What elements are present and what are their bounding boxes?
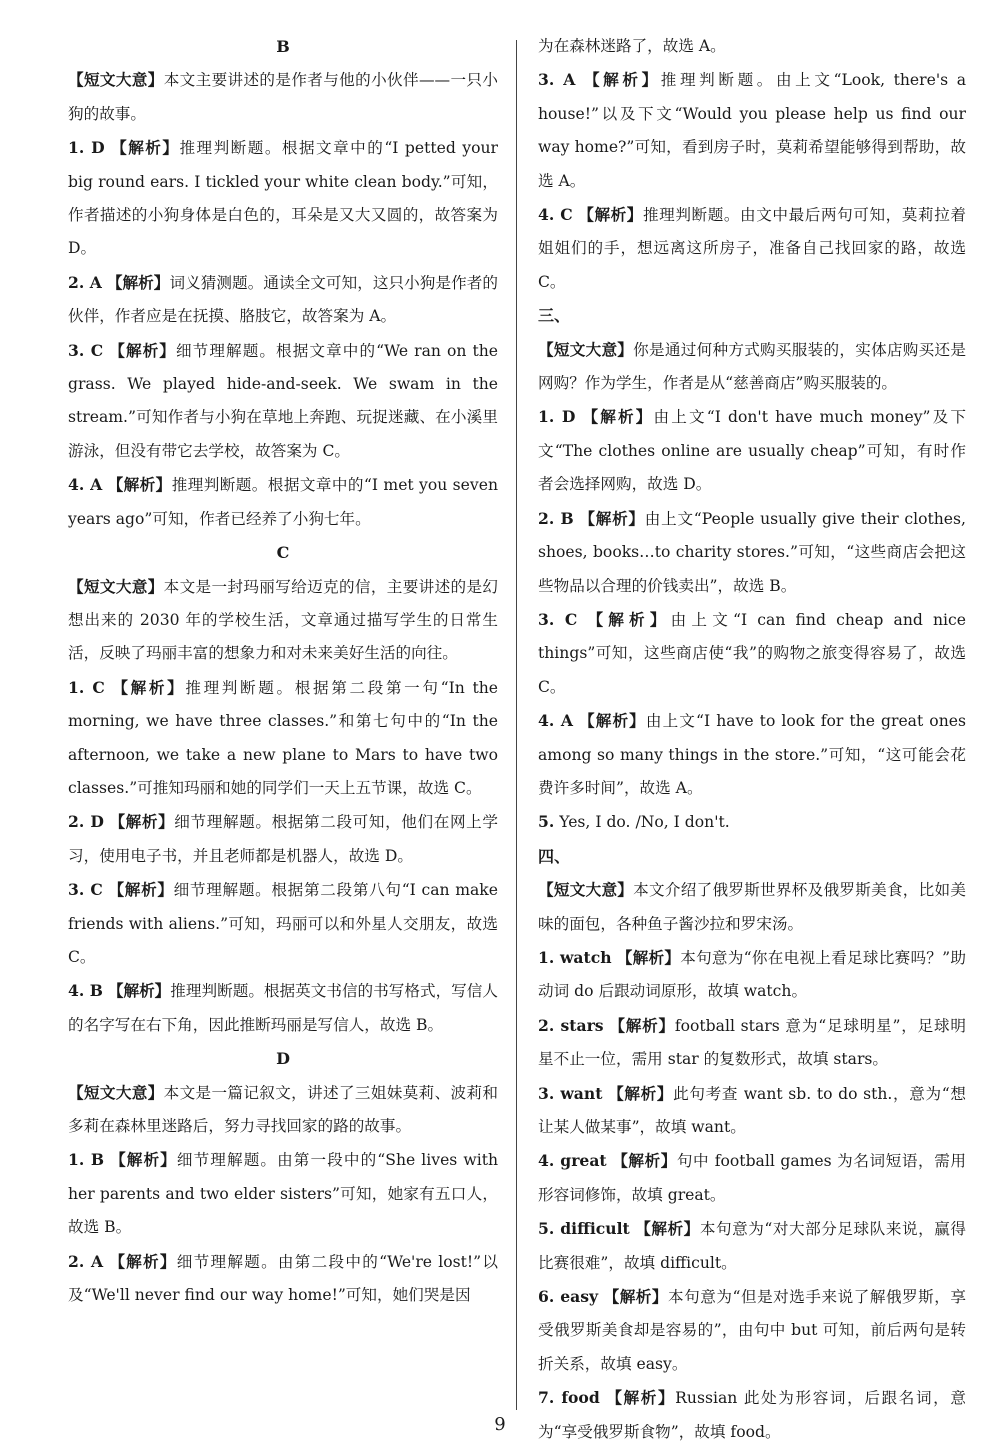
- summary-b: 【短文大意】本文主要讲述的是作者与他的小伙伴——一只小狗的故事。: [68, 70, 498, 123]
- right-column: [538, 30, 966, 1449]
- answer-item: 2. A 【解析】词义猜测题。通读全文可知，这只小狗是作者的伙伴，作者应是在抚摸、胳肢它，故答案为 A。: [68, 272, 498, 326]
- summary-3: 【短文大意】你是通过何种方式购买服装的，实体店购买还是网购？作为学生，作者是从“慈善商店”购买服装的。: [538, 339, 966, 393]
- section-heading-b: B: [276, 37, 290, 56]
- summary-c: 【短文大意】本文是一封玛丽写给迈克的信，主要讲述的是幻想出来的 2030 年的学校生活，文章通过描写学生的日常生活，反映了玛丽丰富的想象力和对未来美好生活的向往。: [68, 576, 498, 663]
- answer-item: 4. A 【解析】推理判断题。根据文章中的“I met you seven years ago”可知，作者已经养了小狗七年。: [68, 475, 498, 528]
- answer-item: 1. B 【解析】细节理解题。由第一段中的“She lives with her parents and two elder sisters”可知，她家有五口人，故选 B。: [68, 1150, 499, 1237]
- answer-item: 2. A 【解析】细节理解题。由第二段中的“We're lost!”以及“We'll never find our way home!”可知，她们哭是因: [68, 1251, 498, 1305]
- answer-item: 5. Yes, I do. /No, I don't.: [538, 812, 730, 832]
- answer-item: 2. stars 【解析】football stars 意为“足球明星”，足球明星不止一位，需用 star 的复数形式，故填 stars。: [538, 1015, 966, 1069]
- answer-item: 4. B 【解析】推理判断题。根据英文书信的书写格式，写信人的名字写在右下角，因此推断玛丽是写信人，故选 B。: [68, 981, 498, 1034]
- answer-item: 7. food 【解析】Russian 此处为形容词，后跟名词，意为“享受俄罗斯食物”，故填 food。: [538, 1388, 966, 1441]
- summary-4: 【短文大意】本文介绍了俄罗斯世界杯及俄罗斯美食，比如美味的面包，各种鱼子酱沙拉和罗宋汤。: [538, 880, 966, 933]
- answer-item: 3. A 【解析】推理判断题。由上文“Look, there's a house!”以及下文“Would you please help us find our way home?”可知，看到房子时，莫莉希望能够得到帮助，故选 A。: [538, 70, 966, 190]
- continued-text: 为在森林迷路了，故选 A。: [538, 37, 726, 55]
- answer-item: 1. watch 【解析】本句意为“你在电视上看足球比赛吗？”助动词 do 后跟动词原形，故填 watch。: [538, 947, 966, 1001]
- column-divider: [516, 40, 517, 1410]
- answer-item: 3. C 【解析】由上文“I can find cheap and nice things”可知，这些商店使“我”的购物之旅变得容易了，故选 C。: [538, 609, 966, 696]
- answer-item: 1. D 【解析】推理判断题。根据文章中的“I petted your big round ears. I tickled your white clean body.”可知，作者描述的小狗身体是白色的，耳朵是又大又圆的，故答案为 D。: [68, 138, 498, 258]
- left-column: [68, 30, 498, 1312]
- page-number: 9: [494, 1414, 506, 1435]
- answer-item: 3. C 【解析】细节理解题。根据第二段第八句“I can make friends with aliens.”可知，玛丽可以和外星人交朋友，故选 C。: [68, 880, 498, 966]
- answer-item: 5. difficult 【解析】本句意为“对大部分足球队来说，赢得比赛很难”，故填 difficult。: [538, 1219, 966, 1272]
- answer-item: 4. C 【解析】推理判断题。由文中最后两句可知，莫莉拉着姐姐们的手，想远离这所房子，准备自己找回家的路，故选 C。: [538, 205, 966, 291]
- answer-item: 2. B 【解析】由上文“People usually give their clothes, shoes, books…to charity stores.”可知，“这些商店会把这些物品以合理的价钱卖出”，故选 B。: [538, 508, 966, 595]
- answer-item: 4. A 【解析】由上文“I have to look for the great ones among so many things in the store.”可知，“这可能会花费许多时间”，故选 A。: [538, 711, 966, 797]
- answer-item: 4. great 【解析】句中 football games 为名词短语，需用形容词修饰，故填 great。: [538, 1151, 966, 1204]
- section-heading-3: 三、: [538, 306, 571, 326]
- answer-item: 1. C 【解析】推理判断题。根据第二段第一句“In the morning, we have three classes.”和第七句中的“In the afternoon, we take a new plane to Mars to have two classes.”可推知玛丽和她的同学们一天上五节课，故选 C。: [68, 677, 498, 797]
- answer-item: 6. easy 【解析】本句意为“但是对选手来说了解俄罗斯，享受俄罗斯美食却是容易的”，由句中 but 可知，前后两句是转折关系，故填 easy。: [538, 1287, 966, 1373]
- section-heading-4: 四、: [538, 846, 571, 866]
- summary-d: 【短文大意】本文是一篇记叙文，讲述了三姐妹莫莉、波莉和多莉在森林里迷路后，努力寻找回家的路的故事。: [68, 1082, 498, 1135]
- answer-item: 1. D 【解析】由上文“I don't have much money”及下文“The clothes online are usually cheap”可知，有时作者会选择网购，故选 D。: [538, 407, 966, 494]
- answer-item: 3. want 【解析】此句考查 want sb. to do sth.，意为“想让某人做某事”，故填 want。: [538, 1083, 966, 1136]
- answer-item: 2. D 【解析】细节理解题。根据第二段可知，他们在网上学习，使用电子书，并且老师都是机器人，故选 D。: [68, 812, 498, 865]
- section-heading-d: D: [276, 1049, 290, 1069]
- section-heading-c: C: [276, 543, 290, 563]
- answer-item: 3. C 【解析】细节理解题。根据文章中的“We ran on the grass. We played hide-and-seek. We swam in the stream.”可知作者与小狗在草地上奔跑、玩捉迷藏、在小溪里游泳，但没有带它去学校，故答案为 C。: [68, 340, 498, 460]
